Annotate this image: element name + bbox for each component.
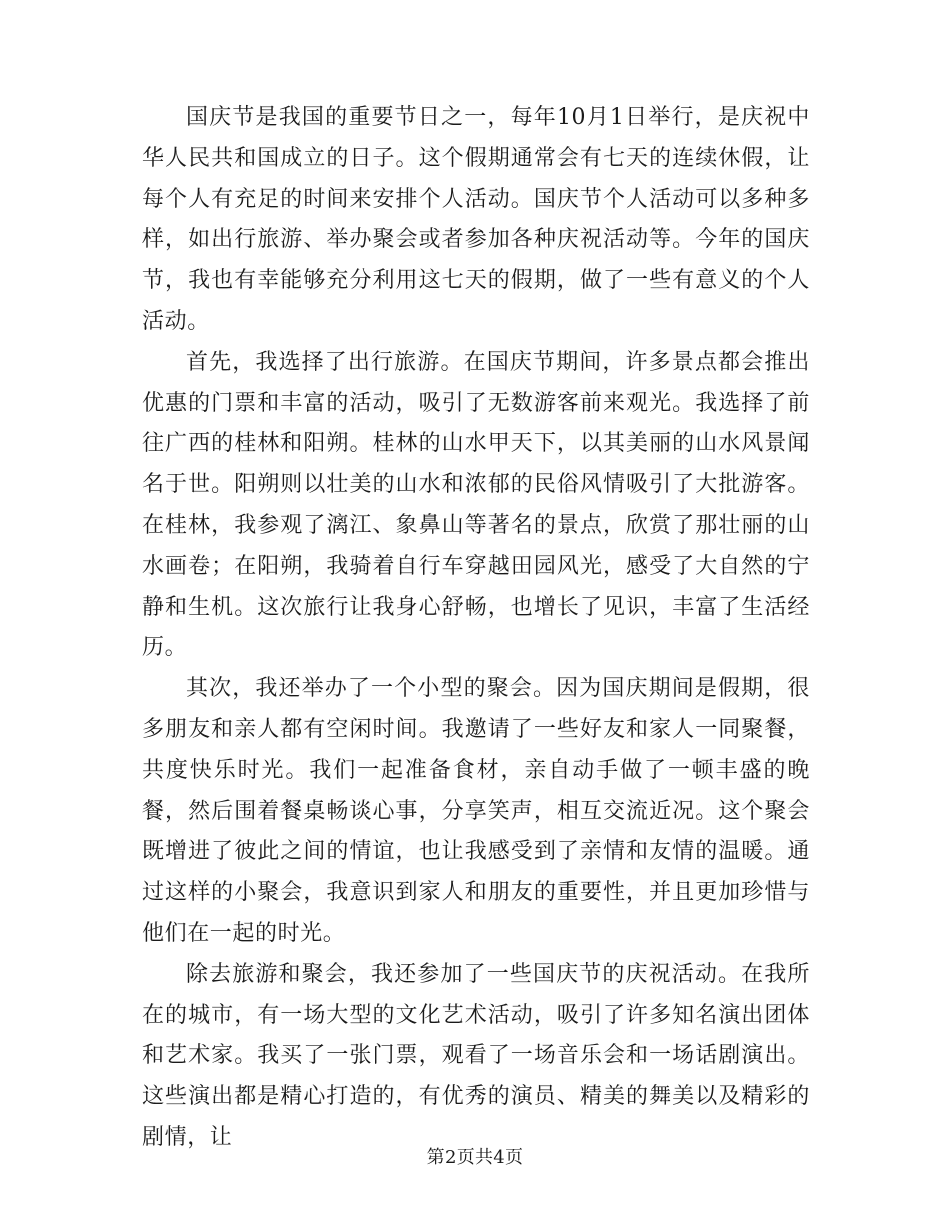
document-body bbox=[142, 98, 810, 1159]
paragraph-national-day-intro: 国庆节是我国的重要节日之一，每年10月1日举行，是庆祝中华人民共和国成立的日子。这个假期通常会有七天的连续休假，让每个人有充足的时间来安排个人活动。国庆节个人活动可以多种多样，如出行旅游、举办聚会或者参加各种庆祝活动等。今年的国庆节，我也有幸能够充分利用这七天的假期，做了一些有意义的个人活动。 bbox=[142, 105, 810, 334]
paragraph-celebrations: 除去旅游和聚会，我还参加了一些国庆节的庆祝活动。在我所在的城市，有一场大型的文化艺术活动，吸引了许多知名演出团体和艺术家。我买了一张门票，观看了一场音乐会和一场话剧演出。这些演出都是精心打造的，有优秀的演员、精美的舞美以及精彩的剧情，让 bbox=[142, 961, 810, 1150]
paragraph-travel: 首先，我选择了出行旅游。在国庆节期间，许多景点都会推出优惠的门票和丰富的活动，吸引了无数游客前来观光。我选择了前往广西的桂林和阳朔。桂林的山水甲天下，以其美丽的山水风景闻名于世。阳朔则以壮美的山水和浓郁的民俗风情吸引了大批游客。在桂林，我参观了漓江、象鼻山等著名的景点，欣赏了那壮丽的山水画卷；在阳朔，我骑着自行车穿越田园风光，感受了大自然的宁静和生机。这次旅行让我身心舒畅，也增长了见识，丰富了生活经历。 bbox=[142, 349, 810, 661]
paragraph-gathering: 其次，我还举办了一个小型的聚会。因为国庆期间是假期，很多朋友和亲人都有空闲时间。我邀请了一些好友和家人一同聚餐，共度快乐时光。我们一起准备食材，亲自动手做了一顿丰盛的晚餐，然后围着餐桌畅谈心事，分享笑声，相互交流近况。这个聚会既增进了彼此之间的情谊，也让我感受到了亲情和友情的温暖。通过这样的小聚会，我意识到家人和朋友的重要性，并且更加珍惜与他们在一起的时光。 bbox=[142, 676, 810, 946]
page-number-footer: 第2页共4页 bbox=[426, 1147, 524, 1168]
